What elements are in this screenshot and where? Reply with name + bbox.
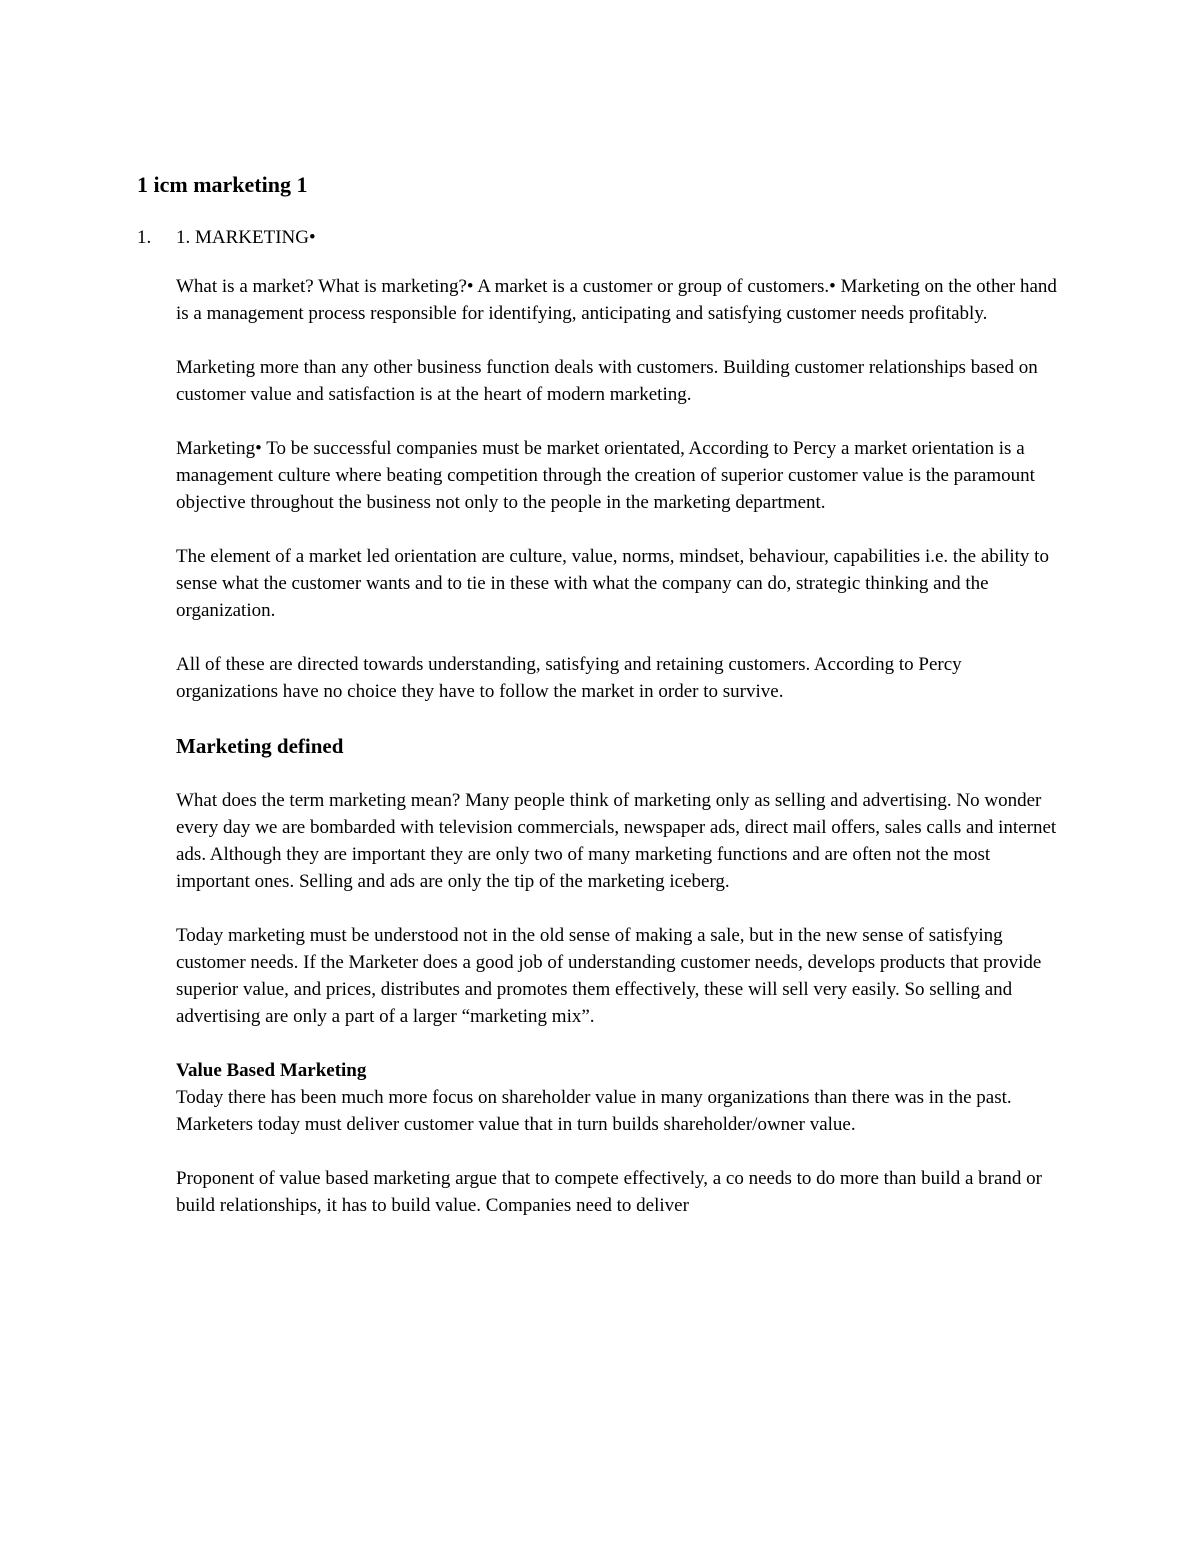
document-body	[176, 273, 1066, 1219]
paragraph-retaining-customers: All of these are directed towards understanding, satisfying and retaining customers. According to Percy organizations have no choice they have to follow the market in order to survive.	[176, 654, 962, 702]
paragraph-shareholder-value: Today there has been much more focus on shareholder value in many organizations than there was in the past. Marketers today must deliver customer value that in turn builds shareholder/owner value.	[176, 1087, 1012, 1135]
paragraph-term-marketing: What does the term marketing mean? Many people think of marketing only as selling and advertising. No wonder every day we are bombarded with television commercials, newspaper ads, direct mail offers, sales calls and internet ads. Although they are important they are only two of many marketing functions and are often not the most important ones. Selling and ads are only the tip of the marketing iceberg.	[176, 790, 1057, 892]
document-title: 1 icm marketing 1	[137, 172, 308, 197]
paragraph-marketing-mix: Today marketing must be understood not in the old sense of making a sale, but in the new sense of satisfying customer needs. If the Marketer does a good job of understanding customer needs, develops products that provide superior value, and prices, distributes and promotes them effectively, these will sell very easily. So selling and advertising are only a part of a larger “marketing mix”.	[176, 925, 1042, 1027]
paragraph-orientation-elements: The element of a market led orientation are culture, value, norms, mindset, behaviour, capabilities i.e. the ability to sense what the customer wants and to tie in these with what the company can do, strategic thinking and the organization.	[176, 546, 1049, 621]
section-heading-marketing-defined: Marketing defined	[176, 734, 344, 758]
paragraph-market-orientation: Marketing• To be successful companies must be market orientated, According to Percy a market orientation is a management culture where beating competition through the creation of superior customer value is the paramount objective throughout the business not only to the people in the marketing department.	[176, 438, 1035, 513]
document-content	[137, 170, 1077, 1246]
paragraph-value-based-proponents: Proponent of value based marketing argue that to compete effectively, a co needs to do more than build a brand or build relationships, it has to build value. Companies need to deliver	[176, 1168, 1042, 1216]
numbered-list-item	[137, 224, 1077, 251]
paragraph-customer-relationships: Marketing more than any other business function deals with customers. Building customer relationships based on customer value and satisfaction is at the heart of modern marketing.	[176, 357, 1038, 405]
sub-heading-value-based-marketing: Value Based Marketing	[176, 1060, 367, 1081]
paragraph-market-definition: What is a market? What is marketing?• A market is a customer or group of customers.• Marketing on the other hand is a management process responsible for identifying, anticipating and satisfying customer needs profitably.	[176, 276, 1057, 324]
list-number: 1.	[137, 227, 152, 248]
list-item-text: 1. MARKETING•	[176, 227, 316, 248]
